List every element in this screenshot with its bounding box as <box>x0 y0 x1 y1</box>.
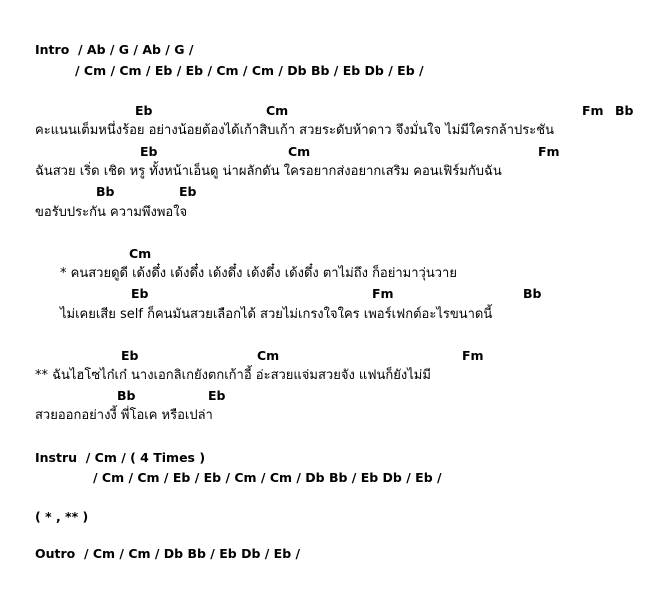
chord: Bb <box>96 184 115 199</box>
instru-progression: / Cm / Cm / Eb / Eb / Cm / Cm / Db Bb / Eb Db / Eb / <box>93 470 442 485</box>
outro-line: Outro / Cm / Cm / Db Bb / Eb Db / Eb / <box>35 546 301 561</box>
chord: Eb <box>135 103 153 118</box>
chord: Cm <box>288 144 311 159</box>
chord: Eb <box>131 286 149 301</box>
intro-line: Intro / Ab / G / Ab / G / <box>35 42 194 57</box>
chord: Eb <box>208 388 226 403</box>
lyric-line: ขอรับประกัน ความพึงพอใจ <box>35 205 188 220</box>
chord: Fm <box>372 286 394 301</box>
chord: Cm <box>129 246 152 261</box>
lyric-line: สวยออกอย่างงี้ พี่โอเค หรือเปล่า <box>35 408 213 423</box>
chord: Fm <box>582 103 604 118</box>
chord: Bb <box>615 103 634 118</box>
instru-line: Instru / Cm / ( 4 Times ) <box>35 450 206 465</box>
chord: Cm <box>266 103 289 118</box>
chord: Fm <box>538 144 560 159</box>
chord: Cm <box>257 348 280 363</box>
chord: Fm <box>462 348 484 363</box>
lyric-line: * คนสวยดูดี เด้งดึ๋ง เด้งดึ๋ง เด้งดึ๋ง เด้งดึ๋ง เด้งดึ๋ง ตาไม่ถึง ก็อย่ามาวุ่นวาย <box>60 266 457 281</box>
chord: Bb <box>117 388 136 403</box>
lyric-line: ** ฉันไฮโซไก๋เก๋ นางเอกลิเกยังตกเก้าอี้ อ่ะสวยแจ่มสวยจัง แฟนก็ยังไม่มี <box>35 368 431 383</box>
intro-progression: / Cm / Cm / Eb / Eb / Cm / Cm / Db Bb / Eb Db / Eb / <box>75 63 424 78</box>
lyric-line: คะแนนเต็มหนึ่งร้อย อย่างน้อยต้องได้เก้าสิบเก้า สวยระดับห้าดาว จึงมั่นใจ ไม่มีใครกล้าประชัน <box>35 123 554 138</box>
chord: Eb <box>179 184 197 199</box>
lyric-line: ไม่เคยเสีย self ก็คนมันสวยเลือกได้ สวยไม่เกรงใจใคร เพอร์เฟกต์อะไรขนาดนี้ <box>60 307 493 322</box>
chord: Bb <box>523 286 542 301</box>
chord: Eb <box>140 144 158 159</box>
repeat-marker: ( * , ** ) <box>35 509 89 524</box>
lyric-line: ฉันสวย เริ่ด เชิด หรู ทั้งหน้าเอ็นดู น่าผลักดัน ใครอยากส่งอยากเสริม คอนเฟิร์มกับฉัน <box>35 164 502 179</box>
chord: Eb <box>121 348 139 363</box>
